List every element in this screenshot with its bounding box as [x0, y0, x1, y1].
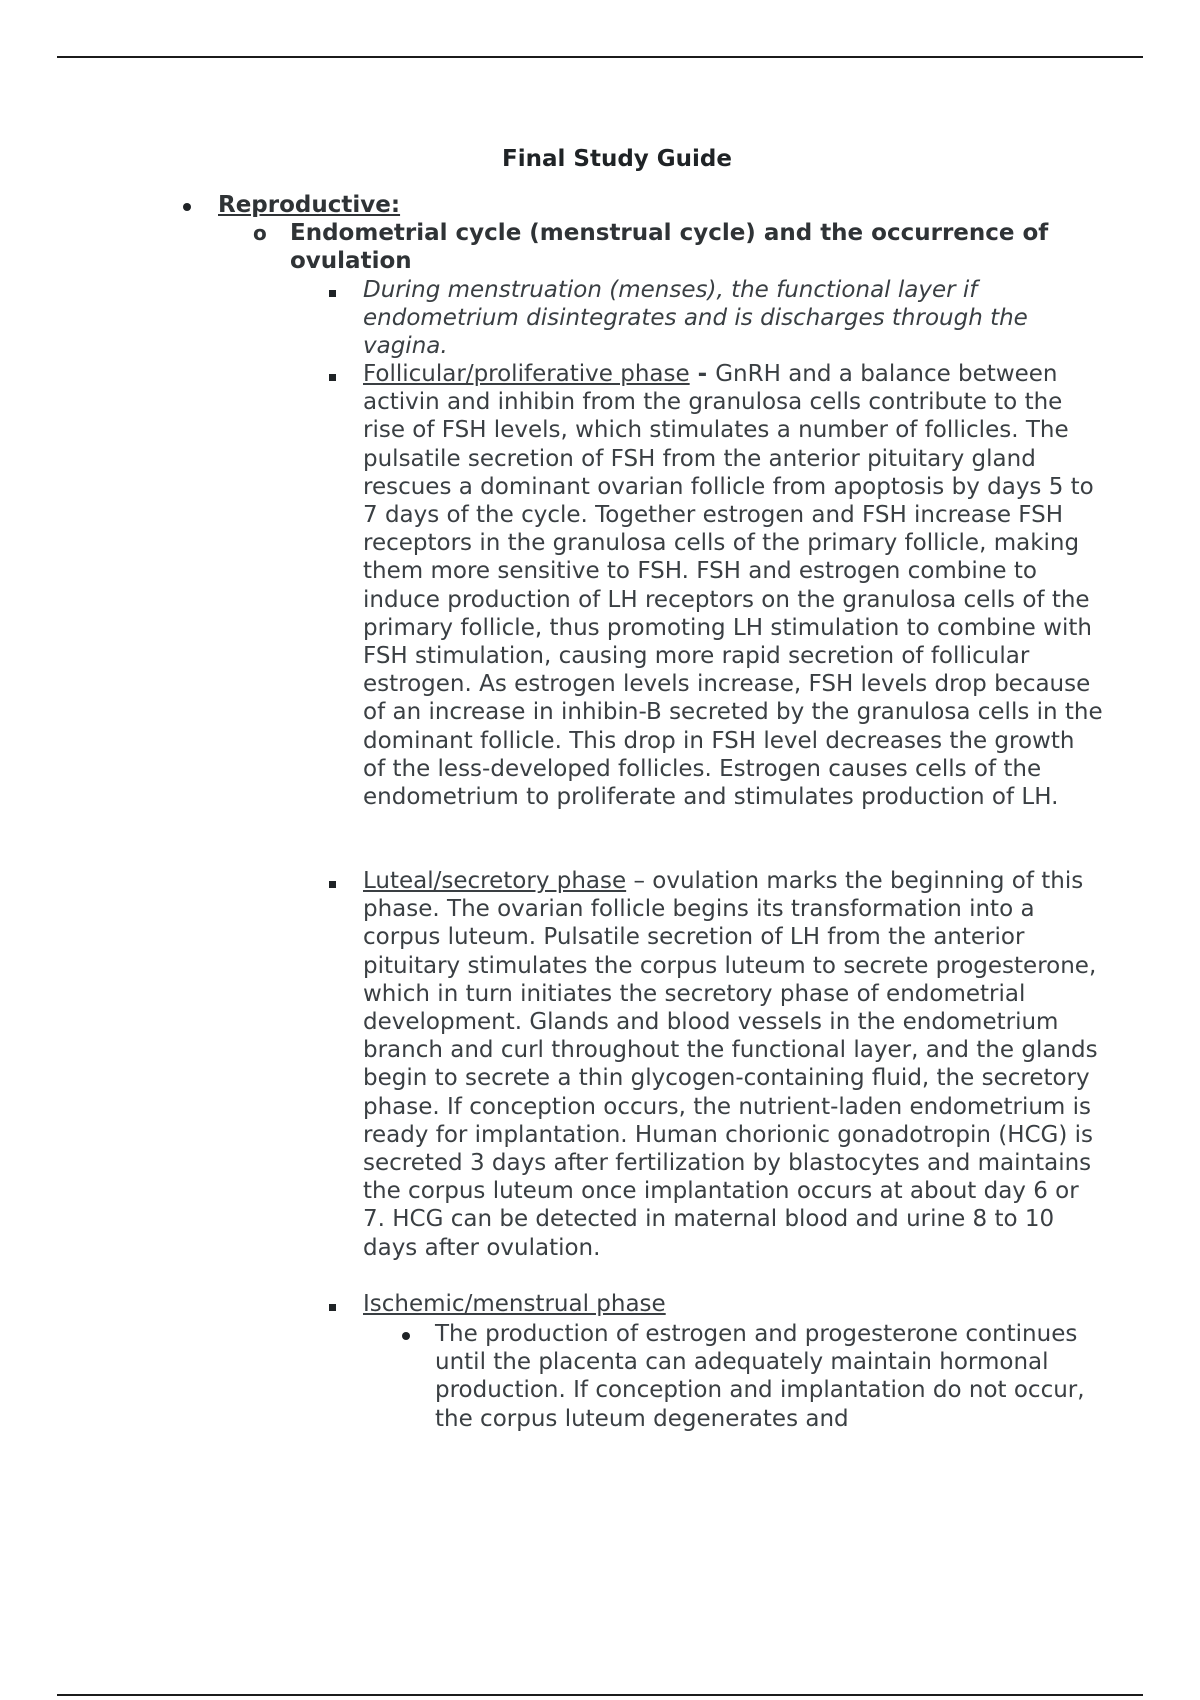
subsection-heading: Endometrial cycle (menstrual cycle) and the occurrence of ovulation	[290, 220, 1049, 274]
item-text: ovulation marks the beginning of this phase. The ovarian follicle begins its transformation into a corpus luteum. Pulsatile secretion of LH from the anterior pituitary stimulates the corpus luteum to secrete progesterone, which in turn initiates the secretory phase of endometrial development. Glands and blood vessels in the endometrium branch and curl throughout the functional layer, and the glands begin to secrete a thin glycogen-containing fluid, the secretory phase. If conception occurs, the nutrient-laden endometrium is ready for implantation. Human chorionic gonadotropin (HCG) is secreted 3 days after fertilization by blastocytes and maintains the corpus luteum once implantation occurs at about day 6 or 7. HCG can be detected in maternal blood and urine 8 to 10 days after ovulation.	[363, 868, 1098, 1261]
list-item	[363, 1290, 1103, 1318]
square-bullet-icon	[329, 290, 336, 297]
bottom-rule	[57, 1694, 1143, 1696]
item-text: GnRH and a balance between activin and inhibin from the granulosa cells contribute to the rise of FSH levels, which stimulates a number of follicles. The pulsatile secretion of FSH from the anterior pituitary gland rescues a dominant ovarian follicle from apoptosis by days 5 to 7 days of the cycle. Together estrogen and FSH increase FSH receptors in the granulosa cells of the primary follicle, making them more sensitive to FSH. FSH and estrogen combine to induce production of LH receptors on the granulosa cells of the primary follicle, thus promoting LH stimulation to combine with FSH stimulation, causing more rapid secretion of follicular estrogen. As estrogen levels increase, FSH levels drop because of an increase in inhibin-B secreted by the granulosa cells in the dominant follicle. This drop in FSH level decreases the growth of the less-developed follicles. Estrogen causes cells of the endometrium to proliferate and stimulates production of LH.	[363, 361, 1103, 811]
list-item	[363, 276, 1103, 361]
square-bullet-icon	[329, 1304, 336, 1311]
top-rule	[57, 56, 1143, 58]
square-bullet-icon	[329, 374, 336, 381]
list-item	[363, 867, 1103, 1262]
term-separator: –	[626, 868, 653, 894]
phase-term: Ischemic/menstrual phase	[363, 1291, 666, 1317]
phase-term: Follicular/proliferative phase	[363, 361, 690, 387]
term-separator: -	[689, 361, 716, 387]
square-bullet-icon	[329, 881, 336, 888]
bullet-dot-icon	[183, 203, 191, 211]
list-item	[363, 360, 1103, 811]
section-heading: Reproductive:	[218, 192, 401, 218]
phase-term: Luteal/secretory phase	[363, 868, 627, 894]
sub-bullet-marker: o	[253, 221, 267, 245]
bullet-dot-icon	[402, 1332, 410, 1340]
nested-list-item: The production of estrogen and progesterone continues until the placenta can adequately maintain hormonal production. If conception and implantation do not occur, the corpus luteum degenerates and	[435, 1321, 1085, 1432]
page-title: Final Study Guide	[502, 146, 732, 172]
item-text: During menstruation (menses), the functional layer if endometrium disintegrates and is discharges through the vagina.	[363, 277, 1028, 360]
